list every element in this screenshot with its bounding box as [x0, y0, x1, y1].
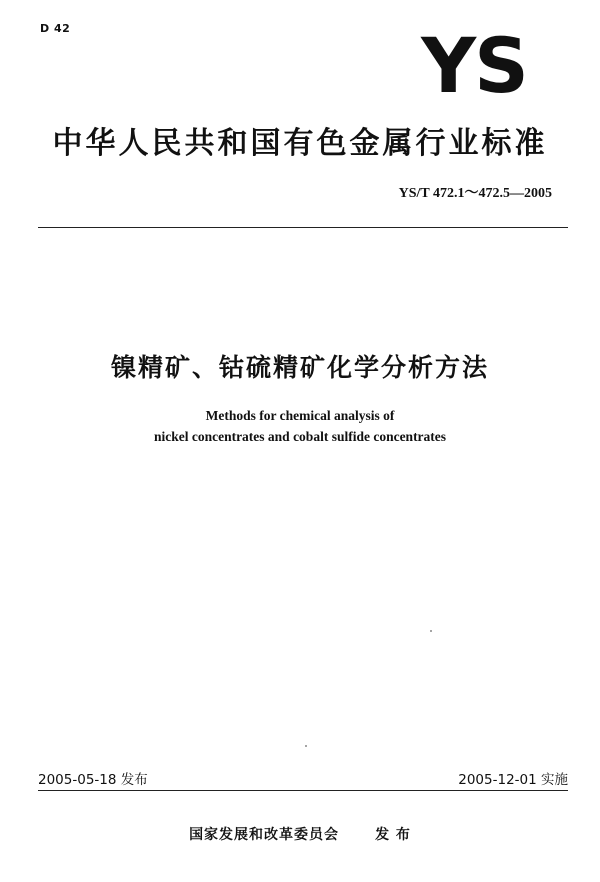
org-standard-title: 中华人民共和国有色金属行业标准 — [52, 126, 548, 161]
standard-number: YS/T 472.1～472.5—2005 — [398, 186, 552, 201]
ys-logo — [410, 30, 538, 100]
title-en-line-2: nickel concentrates and cobalt sulfide concentrates — [153, 429, 447, 444]
document-title-en — [0, 405, 600, 447]
bottom-divider — [38, 790, 568, 791]
publisher — [0, 824, 600, 844]
scan-speck — [305, 745, 307, 747]
publisher-action: 发 布 — [375, 827, 411, 843]
issue-date: 2005-05-18 发布 — [38, 772, 148, 788]
scan-speck — [430, 630, 432, 632]
implementation-date: 2005-12-01 实施 — [458, 772, 568, 788]
top-divider — [38, 227, 568, 228]
classification-code: D 42 — [40, 22, 71, 35]
logo-text: YS — [421, 30, 527, 100]
title-en-line-1: Methods for chemical analysis of — [205, 408, 395, 423]
publisher-name: 国家发展和改革委员会 — [189, 827, 340, 843]
document-title-cn: 镍精矿、钴硫精矿化学分析方法 — [110, 353, 489, 382]
